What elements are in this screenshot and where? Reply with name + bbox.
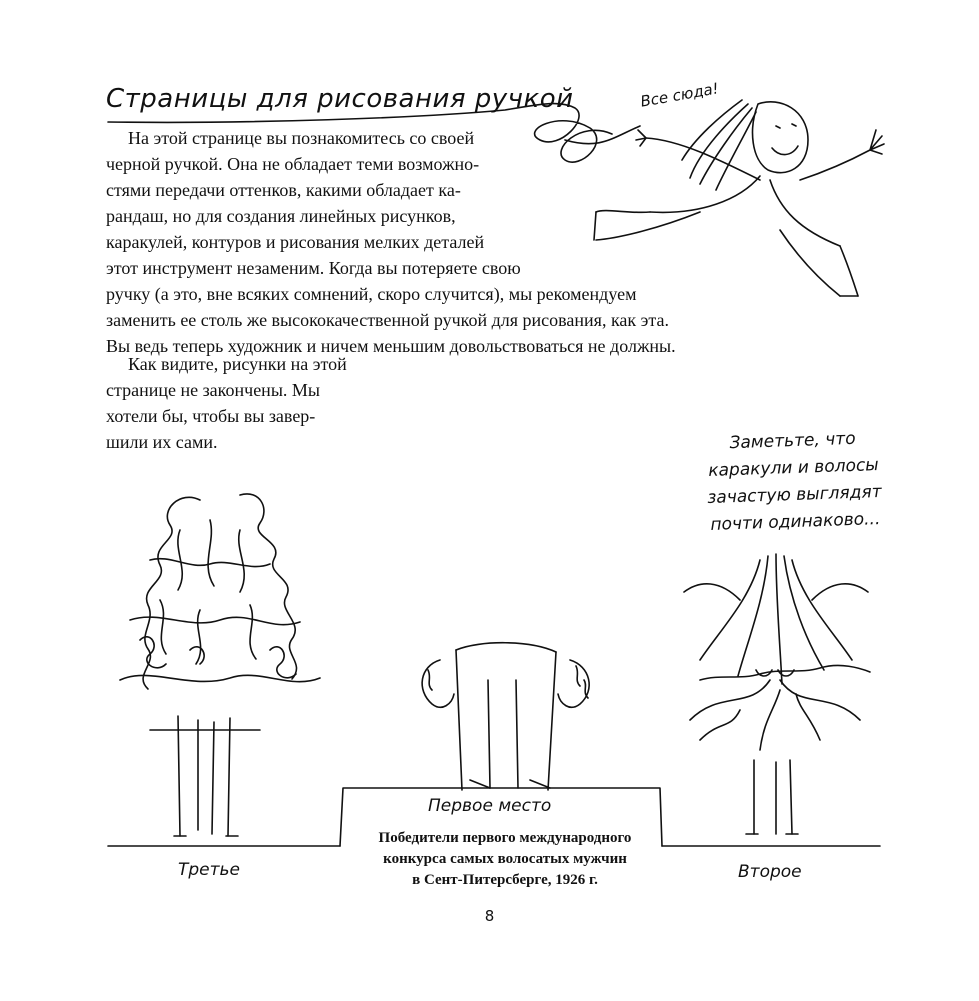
text-line: этот инструмент незаменим. Когда вы потеряете свою <box>106 258 521 278</box>
label-second-place: Второе <box>738 862 802 882</box>
text-line: Вы ведь теперь художник и ничем меньшим довольствоваться не должны. <box>106 336 676 356</box>
text-line: ручку (а это, вне всяких сомнений, скоро случится), мы рекомендуем <box>106 284 637 304</box>
second-place-hairy-man <box>684 554 870 834</box>
text-line: хотели бы, чтобы вы завер- <box>106 406 316 426</box>
page-number: 8 <box>484 907 495 925</box>
note-line: почти одинаково... <box>710 509 881 535</box>
note-everyone-here: Все сюда! <box>639 79 720 111</box>
text-line: шили их сами. <box>106 432 218 452</box>
third-place-hairy-man <box>120 494 320 836</box>
text-line: На этой странице вы познакомитесь со своей <box>128 128 475 148</box>
text-line: черной ручкой. Она не обладает теми возможно- <box>106 154 480 174</box>
podium-caption <box>340 828 670 891</box>
text-line: заменить ее столь же высококачественной ручкой для рисования, как эта. <box>106 310 669 330</box>
label-first-place: Первое место <box>428 796 552 816</box>
text-line: рандаш, но для создания линейных рисунков, <box>106 206 456 226</box>
note-line: Заметьте, что <box>729 428 856 454</box>
text-line: странице не закончены. Мы <box>106 380 321 400</box>
label-third-place: Третье <box>178 860 241 880</box>
caption-line: в Сент-Питерсберге, 1926 г. <box>412 872 598 888</box>
note-line: зачастую выглядят <box>707 481 882 509</box>
heading-flourish <box>108 104 640 163</box>
running-girl-drawing <box>594 100 884 296</box>
text-line: каракулей, контуров и рисования мелких деталей <box>106 232 485 252</box>
caption-line: конкурса самых волосатых мужчин <box>383 851 627 867</box>
text-line: Как видите, рисунки на этой <box>128 354 347 374</box>
text-line: стями передачи оттенков, какими обладает ка- <box>106 180 461 200</box>
note-line: каракули и волосы <box>707 455 880 481</box>
page-title: Страницы для рисования ручкой <box>106 84 574 114</box>
caption-line: Победители первого международного <box>378 830 632 846</box>
first-place-man <box>422 643 589 790</box>
